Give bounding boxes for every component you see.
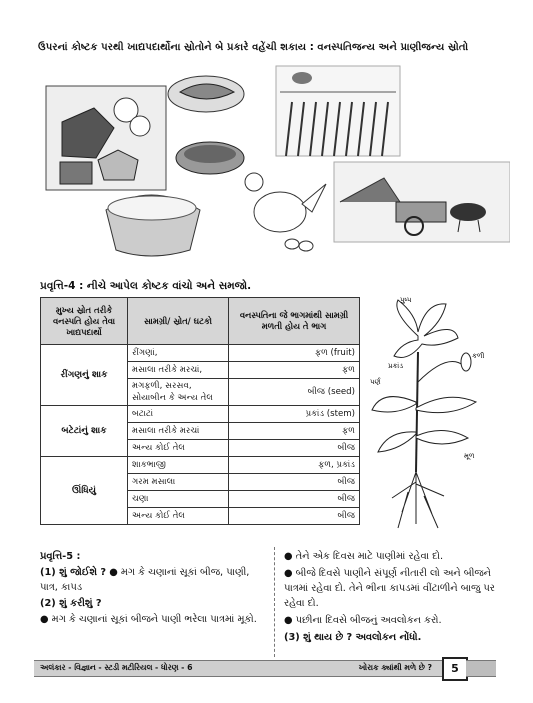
col-header-ingredient: સામગ્રી/ સ્રોત/ ઘટકો bbox=[128, 298, 229, 345]
plant-part-cell: ફળ, પ્રકાંડ bbox=[229, 457, 360, 474]
col-header-plant-part: વનસ્પતિના જે ભાગમાંથી સામગ્રી મળતી હોય તે ભાગ bbox=[229, 298, 360, 345]
q1-label: (1) શું જોઈશે ? bbox=[40, 567, 107, 578]
label-root: મૂળ bbox=[464, 452, 475, 460]
food-name: બટેટાંનું શાક bbox=[41, 406, 128, 457]
ingredient-cell: ચણા bbox=[128, 491, 229, 508]
label-bud: કળી bbox=[472, 352, 485, 360]
plant-part-cell: બીજ bbox=[229, 440, 360, 457]
page-number: 5 bbox=[442, 657, 468, 681]
label-leaf: પર્ણ bbox=[370, 378, 381, 386]
hen-image bbox=[245, 173, 326, 251]
intro-text: ઉપરનાં કોષ્ટક પરથી ખાદ્યપદાર્થોના સ્રોતોને બે પ્રકારે વહેંચી શકાય : વનસ્પતિજન્ય અને પ્રાણીજન્ય સ્રોતો bbox=[38, 42, 469, 53]
flowering-plant-diagram bbox=[368, 292, 496, 532]
ingredient-cell: મગફળી, સરસવ, સોયાબીન કે અન્ય તેલ bbox=[128, 379, 229, 406]
col-header-food: મુખ્ય સ્રોત તરીકે વનસ્પતિ હોય તેવા ખાદ્યપદાર્થો bbox=[41, 298, 128, 345]
ingredient-cell: અન્ય કોઈ તેલ bbox=[128, 440, 229, 457]
ingredient-cell: ગરમ મસાલા bbox=[128, 474, 229, 491]
plant-part-cell: ફળ bbox=[229, 423, 360, 440]
food-platter-image bbox=[46, 86, 166, 190]
rice-basket-image bbox=[106, 195, 200, 256]
activity5-right bbox=[284, 549, 504, 647]
step-1: ● તેને એક દિવસ માટે પાણીમાં રહેવા દો. bbox=[284, 551, 444, 562]
step-2: ● બીજે દિવસે પાણીને સંપૂર્ણ નીતારી લો અને બીજને પાત્રમાં રહેવા દો. તેને ભીના કાપડમાં વીંટાળીને બાજુ પર રહેવા દો. bbox=[284, 568, 495, 609]
label-stem: પ્રકાંડ bbox=[388, 362, 404, 370]
plant-part-cell: બીજ (seed) bbox=[229, 379, 360, 406]
ingredient-cell: અન્ય કોઈ તેલ bbox=[128, 508, 229, 525]
activity5-heading: પ્રવૃત્તિ-5 : bbox=[40, 551, 81, 562]
food-name: રીંગણનું શાક bbox=[41, 345, 128, 406]
plant-part-cell: બીજ bbox=[229, 491, 360, 508]
q2-text: ● મગ કે ચણાનાં સૂકાં બીજને પાણી ભરેલા પાત્રમાં મૂકો. bbox=[40, 614, 257, 625]
ingredient-cell: રીંગણાં, bbox=[128, 345, 229, 362]
ingredient-cell: મસાલા તરીકે મરચાં bbox=[128, 423, 229, 440]
footer-right-text: ખોરાક ક્યાંથી મળે છે ? bbox=[358, 663, 432, 672]
plant-part-cell: બીજ bbox=[229, 474, 360, 491]
q1-text: ● મગ કે ચણાનાં સૂકાં બીજ, પાણી, પાત્ર, કાપડ bbox=[40, 567, 250, 593]
page-footer bbox=[34, 660, 494, 677]
fish-dish-image bbox=[168, 76, 244, 112]
activity4-heading: પ્રવૃત્તિ-4 : નીચે આપેલ કોષ્ટક વાંચો અને સમજો. bbox=[40, 280, 252, 292]
activity5-left bbox=[40, 549, 266, 628]
plant-part-cell: પ્રકાંડ (stem) bbox=[229, 406, 360, 423]
label-flower: પુષ્પ bbox=[400, 296, 412, 304]
column-divider bbox=[274, 547, 275, 657]
q2-label: (2) શું કરીશું ? bbox=[40, 598, 102, 609]
ingredient-cell: બટાટાં bbox=[128, 406, 229, 423]
plant-part-cell: ફળ bbox=[229, 362, 360, 379]
food-source-table bbox=[40, 297, 360, 525]
footer-tab bbox=[466, 660, 496, 677]
table-row bbox=[41, 345, 360, 362]
table-row bbox=[41, 406, 360, 423]
curry-bowl-image bbox=[176, 142, 244, 174]
food-sources-illustration bbox=[40, 62, 510, 270]
food-name: ઊંધિયું bbox=[41, 457, 128, 525]
ingredient-cell: મસાલા તરીકે મરચાં, bbox=[128, 362, 229, 379]
plant-part-cell: બીજ bbox=[229, 508, 360, 525]
bullock-cart-image bbox=[334, 162, 510, 242]
q3-label: (3) શું થાય છે ? અવલોકન નોંધો. bbox=[284, 632, 422, 643]
footer-left-text: અલંકાર - વિજ્ઞાન - સ્ટડી મટીરિયલ - ધોરણ - 6 bbox=[40, 663, 193, 672]
plant-part-cell: ફળ (fruit) bbox=[229, 345, 360, 362]
crop-field-image bbox=[276, 66, 400, 156]
table-row bbox=[41, 457, 360, 474]
step-3: ● પછીના દિવસે બીજનું અવલોકન કરો. bbox=[284, 615, 442, 626]
ingredient-cell: શાકભાજી bbox=[128, 457, 229, 474]
